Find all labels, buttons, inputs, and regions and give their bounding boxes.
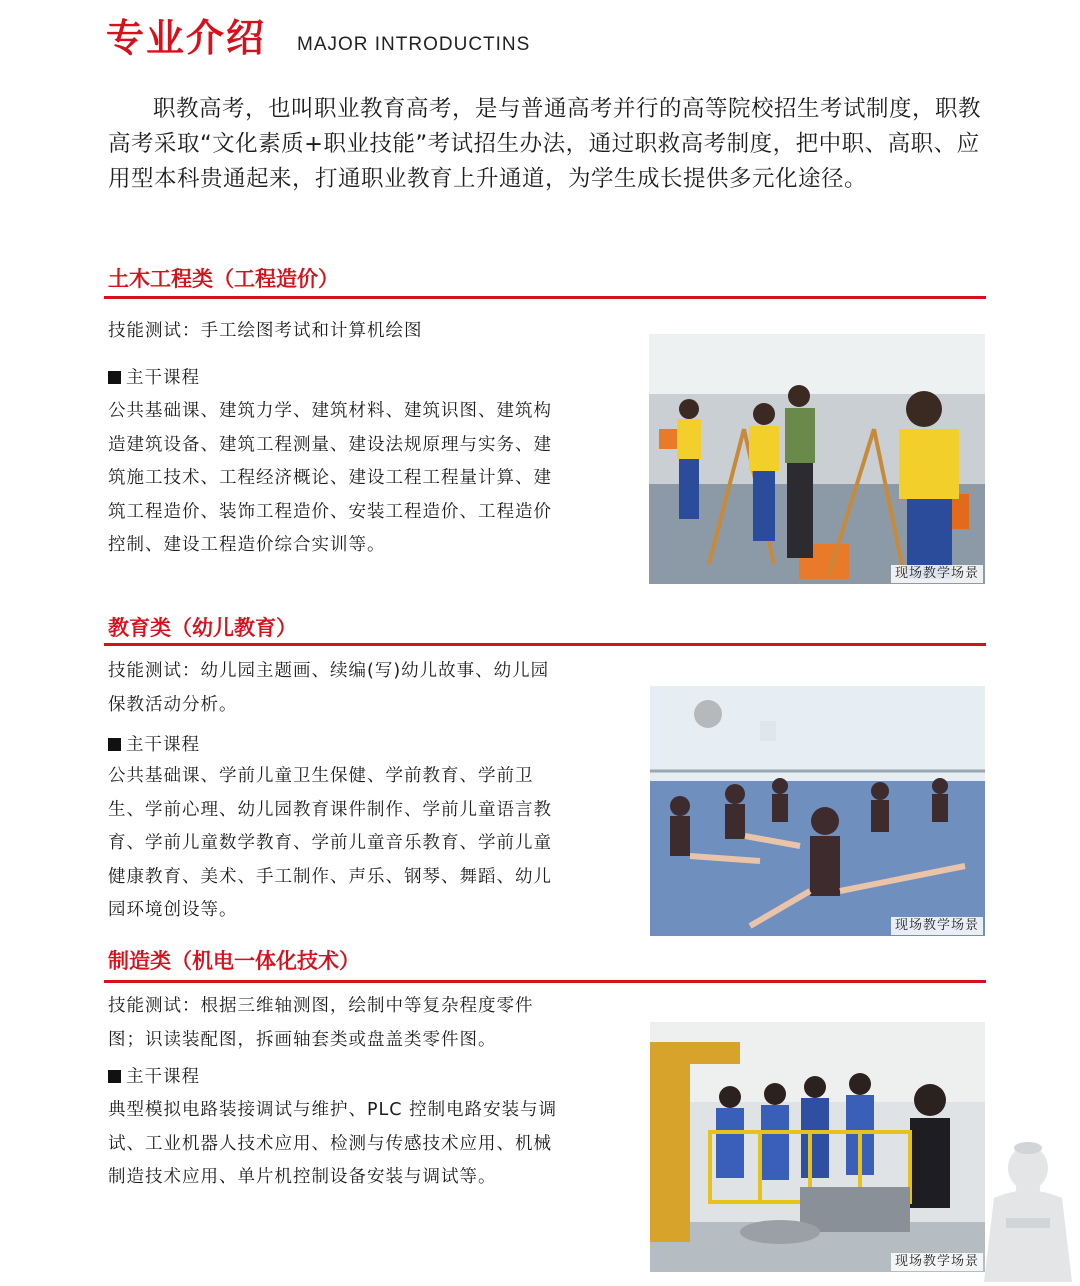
section-divider	[104, 980, 986, 983]
photo-caption: 现场教学场景	[891, 1253, 983, 1271]
skill-test-text: 技能测试：手工绘图考试和计算机绘图	[108, 321, 423, 341]
section-title-civil: 土木工程类（工程造价）	[108, 267, 339, 291]
skill-test-education	[108, 655, 558, 722]
courses-manufacturing	[108, 1094, 558, 1195]
core-label-text: 主干课程	[126, 735, 200, 755]
skill-test-text: 技能测试：幼儿园主题画、续编(写)幼儿故事、幼儿园保教活动分析。	[108, 661, 550, 715]
statue-decoration	[976, 1138, 1080, 1282]
photo-surveying-class	[649, 334, 985, 584]
photo-caption: 现场教学场景	[891, 565, 983, 583]
intro-paragraph	[108, 92, 988, 197]
square-bullet-icon	[108, 738, 121, 751]
courses-civil	[108, 395, 558, 563]
section-title-manufacturing: 制造类（机电一体化技术）	[108, 949, 360, 973]
courses-text: 公共基础课、学前儿童卫生保健、学前教育、学前卫生、学前心理、幼儿园教育课件制作、学前儿童语言教育、学前儿童数学教育、学前儿童音乐教育、学前儿童健康教育、美术、手工制作、声乐、钢琴、舞蹈、幼儿园环境创设等。	[108, 766, 552, 920]
page-subtitle: MAJOR INTRODUCTINS	[297, 34, 531, 55]
core-courses-label	[108, 731, 200, 759]
page-title: 专业介绍	[106, 16, 267, 60]
section-divider	[104, 296, 986, 299]
square-bullet-icon	[108, 371, 121, 384]
intro-text: 职教高考，也叫职业教育高考，是与普通高考并行的高等院校招生考试制度，职教高考采取“文化素质+职业技能”考试招生办法，通过职救高考制度，把中职、高职、应用型本科贵通起来，打通职业教育上升通道，为学生成长提供多元化途径。	[108, 96, 982, 192]
skill-test-text: 技能测试：根据三维轴测图，绘制中等复杂程度零件图；识读装配图，拆画轴套类或盘盖类零件图。	[108, 996, 534, 1050]
core-courses-label	[108, 1063, 200, 1091]
square-bullet-icon	[108, 1070, 121, 1083]
core-label-text: 主干课程	[126, 1067, 200, 1087]
core-courses-label	[108, 364, 200, 392]
photo-caption: 现场教学场景	[891, 917, 983, 935]
skill-test-manufacturing	[108, 990, 558, 1057]
courses-text: 公共基础课、建筑力学、建筑材料、建筑识图、建筑构造建筑设备、建筑工程测量、建设法规原理与实务、建筑施工技术、工程经济概论、建设工程工程量计算、建筑工程造价、装饰工程造价、安装工程造价、工程造价控制、建设工程造价综合实训等。	[108, 401, 552, 555]
photo-dance-class	[650, 686, 985, 936]
skill-test-civil	[108, 315, 558, 349]
photo-robotics-lab	[650, 1022, 985, 1272]
courses-education	[108, 760, 558, 928]
section-title-education: 教育类（幼儿教育）	[108, 616, 297, 640]
section-divider	[104, 643, 986, 646]
courses-text: 典型模拟电路装接调试与维护、PLC 控制电路安装与调试、工业机器人技术应用、检测与传感技术应用、机械制造技术应用、单片机控制设备安装与调试等。	[108, 1100, 558, 1187]
core-label-text: 主干课程	[126, 368, 200, 388]
